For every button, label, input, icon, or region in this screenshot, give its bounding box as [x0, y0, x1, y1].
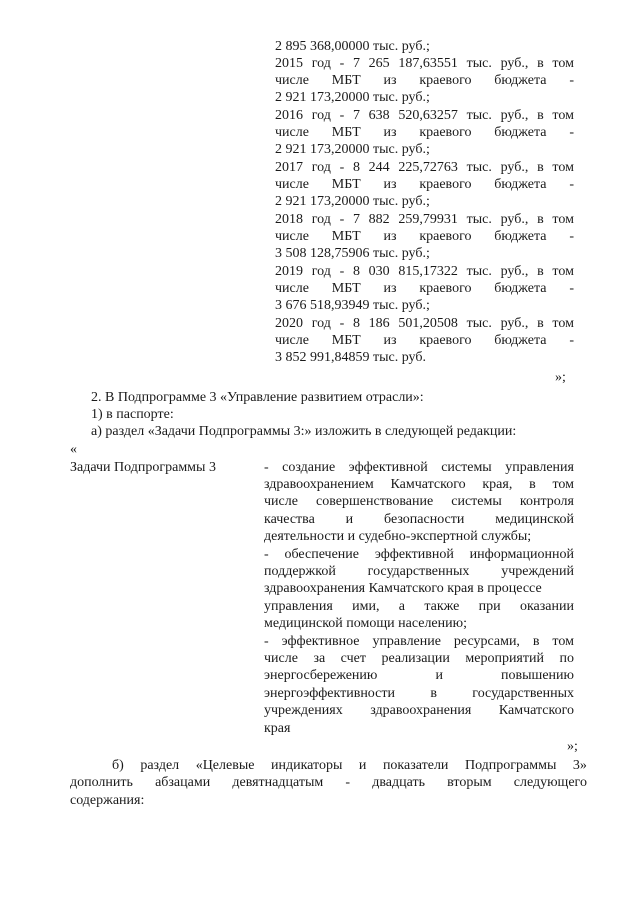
tasks-line-5: - обеспечение эффективной информационной: [264, 547, 574, 562]
section-b-line-0: б) раздел «Целевые индикаторы и показатели Подпрограммы 3»: [112, 758, 587, 773]
funding-line-16: 2020 год - 8 186 501,20508 тыс. руб., в том: [275, 316, 574, 331]
tasks-line-10: - эффективное управление ресурсами, в том: [264, 634, 574, 649]
funding-line-18: 3 852 991,84859 тыс. руб.: [275, 350, 426, 365]
funding-line-15: 3 676 518,93949 тыс. руб.;: [275, 298, 430, 313]
section-b-line-2: содержания:: [70, 793, 145, 808]
tasks-line-2: числе совершенствование системы контроля: [264, 494, 574, 509]
tasks-line-0: - создание эффективной системы управления: [264, 460, 574, 475]
funding-line-0: 2 895 368,00000 тыс. руб.;: [275, 39, 430, 54]
funding-line-3: 2 921 173,20000 тыс. руб.;: [275, 90, 430, 105]
tasks-label: Задачи Подпрограммы 3: [70, 460, 216, 475]
funding-line-1: 2015 год - 7 265 187,63551 тыс. руб., в том: [275, 56, 574, 71]
funding-line-12: 3 508 128,75906 тыс. руб.;: [275, 246, 430, 261]
tasks-close-quote: »;: [567, 739, 578, 754]
tasks-line-13: энергоэффективности в государственных: [264, 686, 574, 701]
tasks-line-7: здравоохранения Камчатского края в процессе: [264, 581, 542, 596]
funding-line-4: 2016 год - 7 638 520,63257 тыс. руб., в том: [275, 108, 574, 123]
tasks-line-6: поддержкой государственных учреждений: [264, 564, 574, 579]
funding-line-11: числе МБТ из краевого бюджета -: [275, 229, 574, 244]
funding-line-5: числе МБТ из краевого бюджета -: [275, 125, 574, 140]
funding-line-10: 2018 год - 7 882 259,79931 тыс. руб., в том: [275, 212, 574, 227]
funding-line-2: числе МБТ из краевого бюджета -: [275, 73, 574, 88]
funding-line-6: 2 921 173,20000 тыс. руб.;: [275, 142, 430, 157]
section2-heading: 2. В Подпрограмме 3 «Управление развитием отрасли»:: [91, 390, 424, 405]
funding-line-13: 2019 год - 8 030 815,17322 тыс. руб., в том: [275, 264, 574, 279]
section2-open-quote: «: [70, 442, 77, 457]
tasks-line-4: деятельности и судебно-экспертной службы;: [264, 529, 532, 544]
funding-close-quote: »;: [555, 370, 566, 385]
tasks-line-14: учреждениях здравоохранения Камчатского: [264, 703, 574, 718]
tasks-line-3: качества и безопасности медицинской: [264, 512, 574, 527]
section2-item-a: а) раздел «Задачи Подпрограммы 3:» изложить в следующей редакции:: [91, 424, 517, 439]
funding-line-14: числе МБТ из краевого бюджета -: [275, 281, 574, 296]
tasks-line-11: числе за счет реализации мероприятий по: [264, 651, 574, 666]
funding-line-8: числе МБТ из краевого бюджета -: [275, 177, 574, 192]
funding-line-7: 2017 год - 8 244 225,72763 тыс. руб., в том: [275, 160, 574, 175]
tasks-line-12: энергосбережению и повышению: [264, 668, 574, 683]
tasks-line-15: края: [264, 721, 291, 736]
funding-line-9: 2 921 173,20000 тыс. руб.;: [275, 194, 430, 209]
section-b-line-1: дополнить абзацами девятнадцатым - двадцать вторым следующего: [70, 775, 587, 790]
section2-item1: 1) в паспорте:: [91, 407, 174, 422]
tasks-line-9: медицинской помощи населению;: [264, 616, 467, 631]
tasks-line-1: здравоохранением Камчатского края, в том: [264, 477, 574, 492]
tasks-line-8: управления ими, а также при оказании: [264, 599, 574, 614]
funding-line-17: числе МБТ из краевого бюджета -: [275, 333, 574, 348]
